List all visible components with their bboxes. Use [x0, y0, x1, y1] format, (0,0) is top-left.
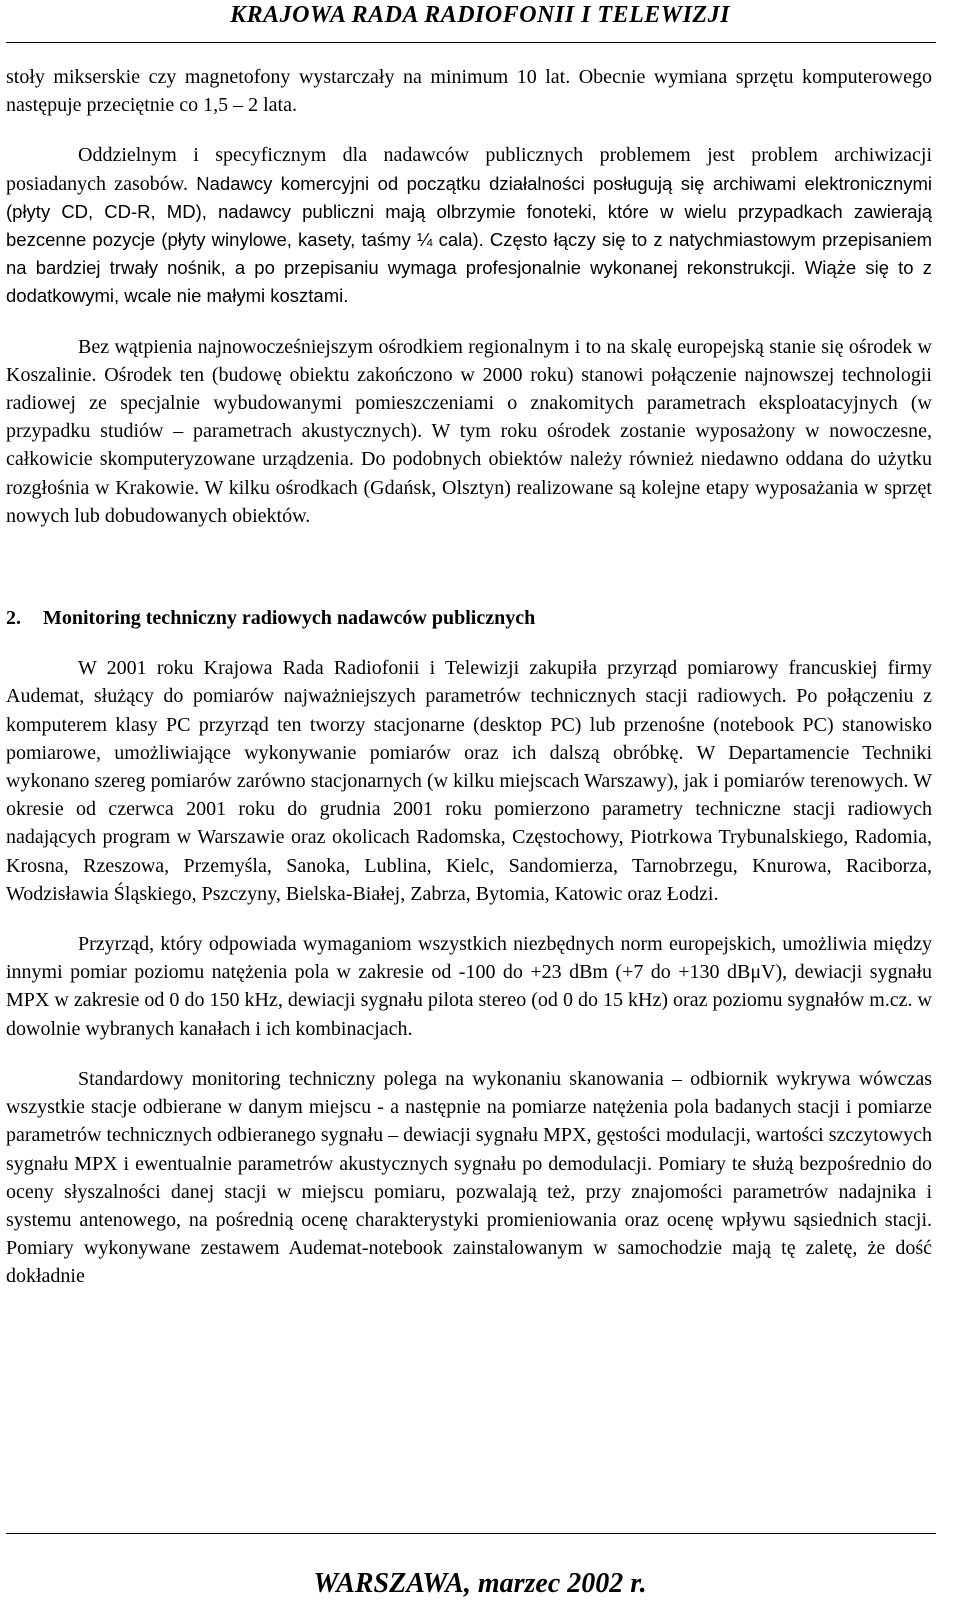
header-divider	[6, 42, 936, 43]
paragraph-archiving-costs: Często łączy się to z natychmiastowym przepisaniem na bardziej trwały nośnik, a po przepisaniu wymaga profesjonalnie wykonanej rekonstrukcji. Wiąże się to z dodatkowymi, wcale nie małymi kosztami.	[6, 229, 933, 307]
paragraph-continuation: stoły mikserskie czy magnetofony wystarczały na minimum 10 lat. Obecnie wymiana sprzętu komputerowego następuje przeciętnie co 1,5 – 2 lata.	[6, 66, 932, 117]
page-header: KRAJOWA RADA RADIOFONII I TELEWIZJI	[230, 2, 730, 28]
paragraph-archiving	[6, 141, 932, 310]
paragraph-archiving-detail: Nadawcy komercyjni od początku działalności posługują się archiwami elektronicznymi (płyty CD, CD-R, MD), nadawcy publiczni mają olbrzymie fonoteki, które w wielu przypadkach zawierają bezcenne pozycje (płyty winylowe, kasety, taśmy ¼ cala).	[6, 172, 933, 251]
section-number: 2.	[6, 607, 21, 630]
section-title: Monitoring techniczny radiowych nadawców publicznych	[43, 607, 536, 630]
document-body	[6, 63, 932, 1291]
paragraph-instrument-specs: Przyrząd, który odpowiada wymaganiom wszystkich niezbędnych norm europejskich, umożliwia między innymi pomiar poziomu natężenia pola w zakresie od -100 do +23 dBm (+7 do +130 dBμV), dewiacji sygnału MPX w zakresie od 0 do 150 kHz, dewiacji sygnału pilota stereo (od 0 do 15 kHz) oraz poziomu sygnałów m.cz. w dowolnie wybranych kanałach i ich kombinacjach.	[6, 933, 932, 1040]
footer-divider	[6, 1533, 936, 1534]
paragraph-koszalin: Bez wątpienia najnowocześniejszym ośrodkiem regionalnym i to na skalę europejską stanie się ośrodek w Koszalinie. Ośrodek ten (budowę obiektu zakończono w 2000 roku) stanowi połączenie najnowszej technologii radiowej ze specjalnie wybudowanymi pomieszczeniami o znakomitych parametrach eksploatacyjnych (w przypadku studiów – parametrach akustycznych). W tym roku ośrodek zostanie wyposażony w nowoczesne, całkowicie skomputeryzowane urządzenia. Do podobnych obiektów należy również niedawno oddana do użytku rozgłośnia w Krakowie. W kilku ośrodkach (Gdańsk, Olsztyn) realizowane są kolejne etapy wyposażania w sprzęt nowych lub dobudowanych obiektów.	[6, 335, 932, 527]
paragraph-standard-monitoring: Standardowy monitoring techniczny polega na wykonaniu skanowania – odbiornik wykrywa wówczas wszystkie stacje odbierane w danym miejscu - a następnie na pomiarze natężenia pola badanych stacji i pomiarze parametrów technicznych odbieranego sygnału – dewiacji sygnału MPX, gęstości modulacji, wartości szczytowych sygnału MPX i ewentualnie parametrów akustycznych sygnału po demodulacji. Pomiary te służą bezpośrednio do oceny słyszalności danej stacji w miejscu pomiaru, pozwalają też, przy znajomości parametrów nadajnika i systemu antenowego, na pośrednią ocenę charakterystyki promieniowania oraz ocenę wpływu sąsiednich stacji. Pomiary wykonywane zestawem Audemat-notebook zainstalowanym w samochodzie mają tę zaletę, że dość dokładnie	[6, 1067, 932, 1288]
page-footer: WARSZAWA, marzec 2002 r.	[313, 1568, 647, 1599]
section-heading	[6, 604, 932, 632]
paragraph-archiving-intro: Oddzielnym i specyficznym dla nadawców publicznych problemem jest problem archiwizacji posiadanych zasobów.	[6, 144, 932, 195]
paragraph-audemat: W 2001 roku Krajowa Rada Radiofonii i Telewizji zakupiła przyrząd pomiarowy francuskiej firmy Audemat, służący do pomiarów najważniejszych parametrów technicznych stacji radiowych. Po połączeniu z komputerem klasy PC przyrząd ten tworzy stacjonarne (desktop PC) lub przenośne (notebook PC) stanowisko pomiarowe, umożliwiające wykonywanie pomiarów oraz ich dalszą obróbkę. W Departamencie Techniki wykonano szereg pomiarów zarówno stacjonarnych (w kilku miejscach Warszawy), jak i pomiarów terenowych. W okresie od czerwca 2001 roku do grudnia 2001 roku pomierzono parametry techniczne stacji radiowych nadających program w Warszawie oraz okolicach Radomska, Częstochowy, Piotrkowa Trybunalskiego, Radomia, Krosna, Rzeszowa, Przemyśla, Sanoka, Lublina, Kielc, Sandomierza, Tarnobrzegu, Knurowa, Raciborza, Wodzisławia Śląskiego, Pszczyny, Bielska-Białej, Zabrza, Bytomia, Katowic oraz Łodzi.	[6, 657, 932, 905]
